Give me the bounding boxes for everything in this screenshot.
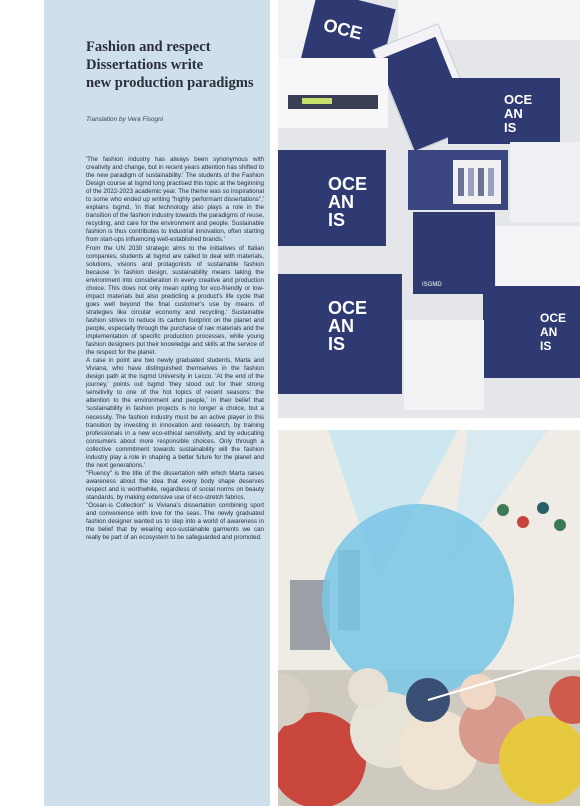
installation-photo [278, 430, 580, 806]
cover-text: IS [328, 334, 346, 354]
magazines-illustration [278, 0, 580, 418]
cover-text: OCE [540, 311, 567, 325]
cover-text: IS [540, 339, 552, 353]
cover-text: AN [504, 106, 523, 121]
cover-text: OCE [321, 14, 365, 44]
body-paragraph: 'The fashion industry has always been synonymous with creativity and change, but in recent years attention has shifted to the new paradigm of sustainability.' The students of the Fashion Design course at Isgmd long practised this topic at the beginning of the 2022-2023 academic year. The theme was so inspirational to some who ended up writing "highly performant dissertations",' explains Isgmd, 'in that technology also plays a role in the transition of the fashion industry towards the paradigms of reuse, recycling, and care for the environment and people. Sustainable fashion is thus contributes to industrial innovation, often starting from start-ups influencing well-established brands.' [86, 156, 264, 244]
body-paragraph: "Fluency" is the title of the dissertation with which Marta raises awareness about the idea that every body shape deserves respect and is worthwhile, regardless of social norms on beauty standards, by making extensive use of eco-stretch fabrics. [86, 469, 264, 501]
cover-text: OCE [504, 92, 533, 107]
magazines-photo [278, 0, 580, 418]
cover-text: AN [328, 316, 354, 336]
body-paragraph: A case in point are two newly graduated students, Marta and Viviana, who have distinguished themselves in the fashion design path at the Isgmd University in Lecco. 'At the end of the journey,' points out Isgmd 'they stood out for their strong sensitivity to one of the hot topics of recent seasons: the attention to the environment and people,' in their belief that 'sustainability in fashion projects is no longer a choice, but a necessity. The fashion industry must be an active player in this transition by investing in innovation and research, by training professionals in a new eco-ethical sensitivity, and by educating consumers about more responsible choices. Only through a collective commitment towards sustainability will the fashion industry play a role in shaping a better future for the planet and the next generations.' [86, 357, 264, 469]
installation-illustration [278, 430, 580, 806]
translator-credit: Translation by Vera Fisogni [86, 116, 164, 123]
article-body [86, 156, 264, 542]
cover-text: OCE [328, 174, 368, 194]
cover-text: AN [540, 325, 558, 339]
cover-text: OCE [328, 298, 368, 318]
article-title: Fashion and respect Dissertations write new production paradigms [86, 39, 254, 91]
body-paragraph: From the UN 2030 strategic aims to the initiatives of Italian companies, students at Isgmd are called to deal with materials, solutions, visions and protagonists of sustainable fashion because 'in fashion design, sustainability means taking the environment into consideration in every creative and production choice. This does not only mean opting for eco-friendly or low-impact materials but also predicting a product's life cycle that goes well beyond the final customer's use by means of strategies like circular economy and recycling.' Sustainable fashion strives to reduce its carbon footprint on the planet and people, especially through the purchase of raw materials and the implementation of specific production processes, while young fashion designers put their knowledge and skills at the service of the respect for the planet. [86, 244, 264, 357]
cover-text: IS [328, 210, 346, 230]
cover-text: IS [504, 120, 517, 135]
text-column [44, 0, 270, 806]
small-label: ISGMD [422, 282, 442, 288]
body-paragraph: "Ocean-is Collection" is Viviana's dissertation combining sport and convenience with love for the seas. The newly graduated fashion designer wanted us to step into a world of awareness in the belief that by wearing eco-sustainable garments we can really be part of an ecosystem to be safeguarded and promoted. [86, 502, 264, 542]
cover-text: AN [328, 192, 354, 212]
